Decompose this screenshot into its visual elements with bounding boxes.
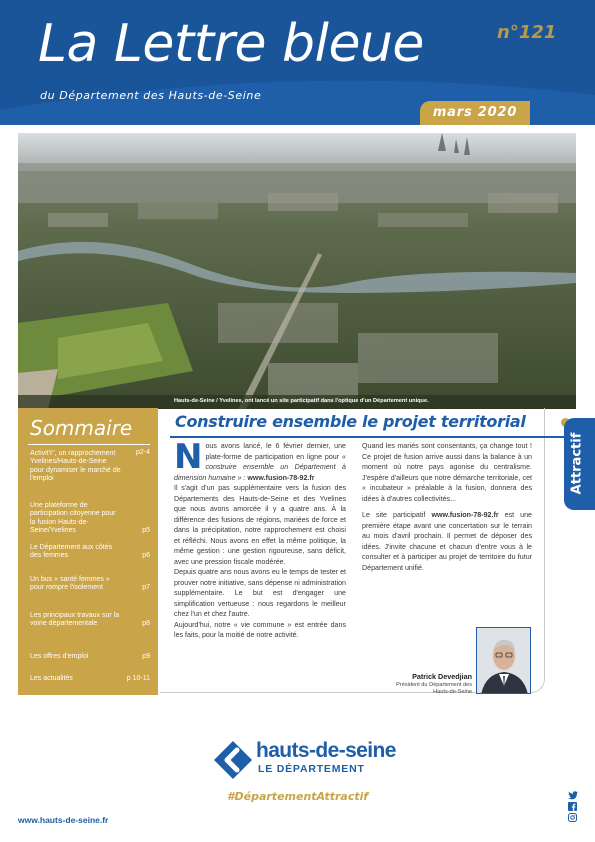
toc-item[interactable] xyxy=(30,502,152,536)
section-tab-label: Attractif xyxy=(569,432,585,495)
logo-subtitle: LE DÉPARTEMENT xyxy=(258,763,365,775)
toc-item-label: Les offres d'emploi xyxy=(30,653,89,660)
photo-caption: Hauts-de-Seine / Yvelines, ont lancé un site participatif dans l'optique d'un Département unique. xyxy=(174,398,429,404)
facebook-icon[interactable] xyxy=(567,801,578,812)
toc-item-label: Une plateforme de participation citoyenne pour la fusion Hauts-de-Seine/Yvelines xyxy=(30,502,116,535)
instagram-icon[interactable] xyxy=(567,812,578,823)
signature-role: Président du Département des Hauts-de-Seine xyxy=(396,682,472,695)
aerial-photo xyxy=(18,133,576,409)
toc-item-label: ActivitY', un rapprochement Yvelines/Hauts-de-Seine pour dynamiser le marché de l'emploi xyxy=(30,450,121,483)
editorial-column-1 xyxy=(174,437,346,641)
toc-divider xyxy=(28,444,150,445)
toc-item-page: p5 xyxy=(142,527,150,535)
toc-item[interactable] xyxy=(30,576,152,593)
logo-mark-icon xyxy=(212,739,254,781)
issue-number: n°121 xyxy=(497,22,557,43)
department-logo xyxy=(212,737,417,785)
toc-item-label: Un bus « santé femmes » pour rompre l'isolement xyxy=(30,576,110,592)
logo-wordmark: hauts-de-seine xyxy=(256,739,396,762)
toc-item[interactable] xyxy=(30,612,152,629)
toc-item[interactable] xyxy=(30,675,152,683)
headline-divider xyxy=(170,436,568,438)
table-of-contents xyxy=(18,408,158,695)
paragraph: Quand les mariés sont consentants, ça change tout ! Ce projet de fusion arrive aussi dans la balance à un moment où notre pays agonise du centralisme. J'espère d'ailleurs que notre démarche territoriale, cet « incubateur » préalable à la fusion, donnera des idées à d'autres collectivités... xyxy=(362,442,532,503)
paragraph: Aujourd'hui, notre « vie commune » est entrée dans les faits, pour la moitié de notre activité. xyxy=(174,620,346,639)
toc-item-label: Les actualités xyxy=(30,675,73,682)
paragraph-text: Le site participatif xyxy=(362,511,426,519)
toc-item-page: p6 xyxy=(142,552,150,560)
paragraph: Il s'agit d'un pas supplémentaire vers la fusion des Départements des Hauts-de-Seine et des Yvelines que nous avons amorcée il y a quatre ans. À la différence des fusions de régions, mariées de force et dans la précipitation, notre rapprochement est choisi et réfléchi. Nous avons en effet la même politique, la même gestion : une gestion rigoureuse, sans déficit, avec une pression fiscale modérée. xyxy=(174,484,346,566)
toc-item-page: p8 xyxy=(142,620,150,628)
editorial-column-2 xyxy=(362,441,532,573)
paragraph-text: ous avons lancé, le 6 février dernier, une plate-forme de participation en ligne pour xyxy=(205,442,346,461)
editorial-headline: Construire ensemble le projet territorial xyxy=(175,412,526,431)
fusion-website-link[interactable]: www.fusion-78-92.fr xyxy=(431,511,499,519)
newsletter-subtitle: du Département des Hauts-de-Seine xyxy=(40,89,262,102)
masthead xyxy=(0,0,595,125)
paragraph-text: est une première étape avant une concertation sur le terrain au mois d'avril prochain. Il permet de déposer des idées. J'invite chacune et chacun d'entre vous à le consulter et à participer au projet de territoire du futur Département unifié. xyxy=(362,511,532,572)
website-link[interactable]: www.hauts-de-seine.fr xyxy=(18,815,109,825)
twitter-icon[interactable] xyxy=(567,790,578,801)
fusion-website-link[interactable]: www.fusion-78-92.fr xyxy=(247,473,315,482)
paragraph xyxy=(362,510,532,573)
author-portrait xyxy=(476,627,531,694)
newsletter-title: La Lettre bleue xyxy=(38,14,424,74)
toc-item[interactable] xyxy=(30,544,152,561)
toc-item[interactable] xyxy=(30,450,152,484)
toc-item-page: p7 xyxy=(142,584,150,592)
signature-name: Patrick Devedjian xyxy=(412,672,472,681)
toc-item-page: p 10-11 xyxy=(126,675,150,682)
toc-item-page: p9 xyxy=(142,653,150,660)
issue-date: mars 2020 xyxy=(432,105,518,120)
date-badge xyxy=(420,101,530,125)
toc-item-label: Le Département aux côtés des femmes xyxy=(30,544,113,560)
paragraph-quote: « construire ensemble un Département à dimension humaine » : xyxy=(174,452,346,482)
paragraph: Depuis quatre ans nous avons eu le temps de tester et prouver notre initiative, sans dépense ni administration supplémentaire. Le but est d'engager une simplification vertueuse : nous regardons le meilleur chez l'un et chez l'autre. xyxy=(174,568,346,618)
toc-item-page: p2-4 xyxy=(135,449,150,457)
toc-item-label: Les principaux travaux sur la voirie départementale xyxy=(30,612,120,628)
drop-cap: N xyxy=(174,437,203,477)
toc-title: Sommaire xyxy=(30,416,133,440)
campaign-hashtag: #DépartementAttractif xyxy=(226,790,369,803)
section-tab xyxy=(564,418,595,510)
toc-item[interactable] xyxy=(30,653,152,661)
